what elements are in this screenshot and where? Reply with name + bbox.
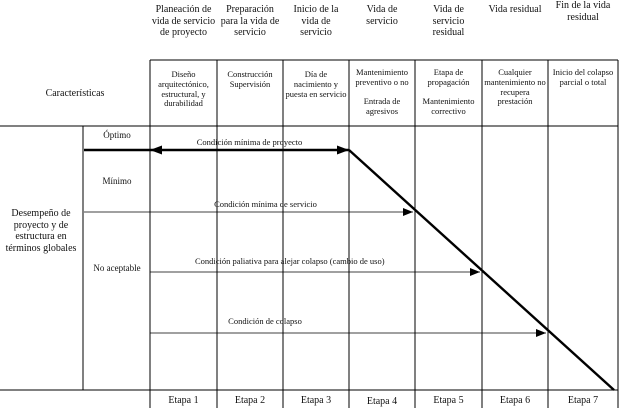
characteristic-5: Etapa de propagación Mantenimiento correctivo: [422, 67, 475, 117]
etapa-2: Etapa 2: [234, 395, 266, 406]
stage-title-2: Preparación para la vida de servicio: [220, 4, 280, 38]
characteristic-3: Día de nacimiento y puesta en servicio: [285, 70, 347, 99]
characteristic-1: Diseño arquitectónico, estructural, y durabilidad: [158, 69, 209, 109]
characteristics-label: Características: [45, 88, 105, 99]
stage-title-3: Inicio de la vida de servicio: [293, 4, 339, 38]
characteristic-2: Construcción Supervisión: [227, 69, 273, 89]
characteristic-4: Mantenimiento preventivo o no Entrada de agresivos: [355, 67, 409, 117]
condicion-paliativa-label: Condición paliativa para alejar colapso (cambio de uso): [195, 256, 385, 266]
etapa-7: Etapa 7: [567, 395, 599, 406]
performance-label: Desempeño de proyecto y de estructura en términos globales: [5, 208, 77, 254]
condicion-servicio-label: Condición mínima de servicio: [214, 199, 317, 209]
stage-title-1: Planeación de vida de servicio de proyecto: [151, 4, 216, 38]
stage-title-7: Fin de la vida residual: [555, 0, 611, 23]
etapa-1: Etapa 1: [168, 395, 199, 406]
level-no-aceptable: No aceptable: [93, 263, 141, 273]
characteristic-7: Inicio del colapso parcial o total: [552, 67, 614, 87]
condicion-proyecto-label: Condición mínima de proyecto: [196, 137, 303, 147]
etapa-5: Etapa 5: [433, 395, 464, 406]
etapa-3: Etapa 3: [300, 395, 332, 406]
characteristic-6: Cualquier mantenimiento no recupera prestación: [484, 67, 546, 107]
etapa-4: Etapa 4: [366, 396, 398, 407]
stage-title-4: Vida de servicio: [366, 4, 398, 27]
level-optimo: Óptimo: [103, 130, 131, 140]
level-minimo: Mínimo: [102, 176, 132, 186]
etapa-6: Etapa 6: [499, 395, 531, 406]
stage-title-6: Vida residual: [488, 4, 542, 15]
stage-title-5: Vida de servicio residual: [432, 4, 465, 38]
condicion-colapso-label: Condición de colapso: [228, 316, 302, 326]
